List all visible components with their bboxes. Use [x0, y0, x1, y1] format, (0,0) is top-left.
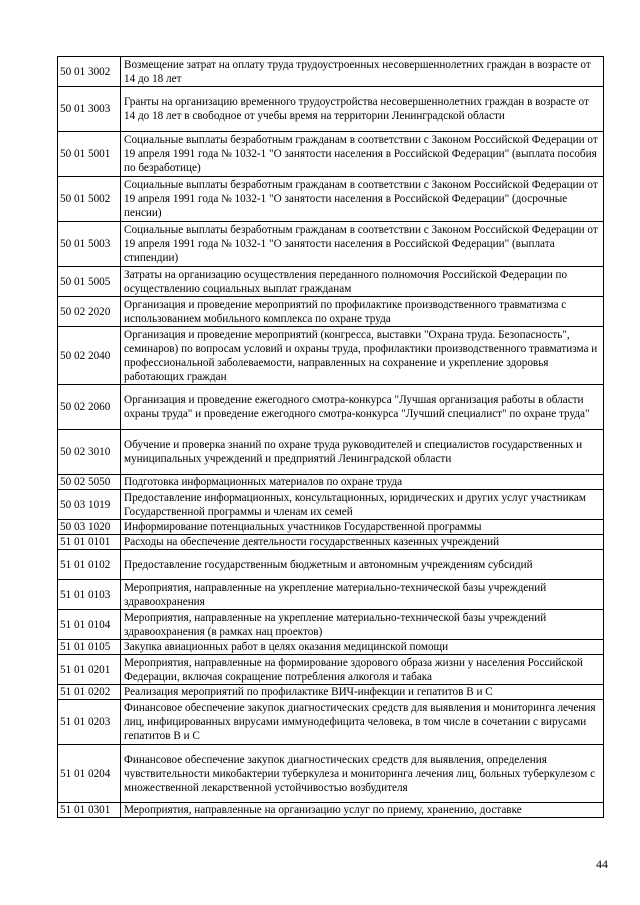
table-row — [58, 803, 604, 818]
table-row — [58, 177, 604, 222]
table-row — [58, 267, 604, 297]
table-row — [58, 87, 604, 132]
budget-code-cell: 51 01 0301 — [58, 803, 121, 818]
table-row — [58, 297, 604, 327]
table-row — [58, 655, 604, 685]
expense-description-cell: Возмещение затрат на оплату труда трудоустроенных несовершеннолетних граждан в возрасте от 14 до 18 лет — [121, 57, 604, 87]
expense-description-cell: Финансовое обеспечение закупок диагностических средств для выявления и мониторинга лечения лиц, инфицированных вирусами иммунодефицита человека, в том числе в сочетании с вирусами гепатитов B и C — [121, 700, 604, 745]
budget-code-cell: 50 01 3002 — [58, 57, 121, 87]
expense-description-cell: Мероприятия, направленные на организацию услуг по приему, хранению, доставке — [121, 803, 604, 818]
budget-code-cell: 51 01 0104 — [58, 610, 121, 640]
expense-description-cell: Социальные выплаты безработным гражданам в соответствии с Законом Российской Федерации от 19 апреля 1991 года № 1032-1 "О занятости населения в Российской Федерации" (досрочные пенсии) — [121, 177, 604, 222]
budget-code-cell: 50 01 3003 — [58, 87, 121, 132]
table-row — [58, 610, 604, 640]
expense-description-cell: Реализация мероприятий по профилактике ВИЧ-инфекции и гепатитов B и C — [121, 685, 604, 700]
expense-description-cell: Предоставление информационных, консультационных, юридических и других услуг участникам Государственной программы и членам их семей — [121, 490, 604, 520]
budget-code-cell: 51 01 0105 — [58, 640, 121, 655]
table-row — [58, 745, 604, 803]
table-row — [58, 327, 604, 385]
budget-code-table-body — [58, 57, 604, 818]
expense-description-cell: Обучение и проверка знаний по охране труда руководителей и специалистов государственных и муниципальных учреждений и предприятий Ленинградской области — [121, 430, 604, 475]
budget-code-cell: 51 01 0203 — [58, 700, 121, 745]
table-row — [58, 57, 604, 87]
expense-description-cell: Организация и проведение ежегодного смотра-конкурса "Лучшая организация работы в области охраны труда" и проведение ежегодного смотра-конкурса "Лучший специалист" по охране труда" — [121, 385, 604, 430]
table-row — [58, 132, 604, 177]
budget-code-cell: 50 02 2040 — [58, 327, 121, 385]
expense-description-cell: Закупка авиационных работ в целях оказания медицинской помощи — [121, 640, 604, 655]
budget-code-cell: 51 01 0204 — [58, 745, 121, 803]
budget-code-cell: 50 01 5002 — [58, 177, 121, 222]
expense-description-cell: Информирование потенциальных участников Государственной программы — [121, 520, 604, 535]
table-row — [58, 475, 604, 490]
expense-description-cell: Мероприятия, направленные на укрепление материально-технической базы учреждений здравоохранения — [121, 580, 604, 610]
budget-code-cell: 50 02 5050 — [58, 475, 121, 490]
expense-description-cell: Предоставление государственным бюджетным и автономным учреждениям субсидий — [121, 550, 604, 580]
table-row — [58, 535, 604, 550]
table-row — [58, 580, 604, 610]
page-number: 44 — [596, 857, 608, 871]
budget-code-cell: 50 02 2060 — [58, 385, 121, 430]
table-row — [58, 385, 604, 430]
table-row — [58, 222, 604, 267]
budget-code-cell: 51 01 0101 — [58, 535, 121, 550]
budget-code-cell: 50 02 3010 — [58, 430, 121, 475]
expense-description-cell: Гранты на организацию временного трудоустройства несовершеннолетних граждан в возрасте от 14 до 18 лет в свободное от учебы время на территории Ленинградской области — [121, 87, 604, 132]
expense-description-cell: Затраты на организацию осуществления переданного полномочия Российской Федерации по осуществлению социальных выплат гражданам — [121, 267, 604, 297]
budget-code-cell: 50 01 5001 — [58, 132, 121, 177]
expense-description-cell: Организация и проведение мероприятий по профилактике производственного травматизма с использованием мобильного комплекса по охране труда — [121, 297, 604, 327]
budget-code-cell: 50 02 2020 — [58, 297, 121, 327]
budget-code-cell: 50 01 5005 — [58, 267, 121, 297]
expense-description-cell: Расходы на обеспечение деятельности государственных казенных учреждений — [121, 535, 604, 550]
budget-code-cell: 50 03 1020 — [58, 520, 121, 535]
budget-code-table — [57, 56, 604, 818]
table-row — [58, 430, 604, 475]
expense-description-cell: Организация и проведение мероприятий (конгресса, выставки "Охрана труда. Безопасность", семинаров) по вопросам условий и охраны труда, профилактики производственного травматизма и профессиональной заболеваемости, направленных на сохранение и укрепление здоровья работающих граждан — [121, 327, 604, 385]
expense-description-cell: Мероприятия, направленные на формирование здорового образа жизни у населения Российской Федерации, включая сокращение потребления алкоголя и табака — [121, 655, 604, 685]
budget-code-cell: 51 01 0102 — [58, 550, 121, 580]
expense-description-cell: Подготовка информационных материалов по охране труда — [121, 475, 604, 490]
table-row — [58, 520, 604, 535]
budget-code-cell: 50 01 5003 — [58, 222, 121, 267]
table-row — [58, 490, 604, 520]
table-row — [58, 550, 604, 580]
budget-code-cell: 51 01 0103 — [58, 580, 121, 610]
table-row — [58, 700, 604, 745]
budget-code-cell: 50 03 1019 — [58, 490, 121, 520]
table-row — [58, 685, 604, 700]
expense-description-cell: Социальные выплаты безработным гражданам в соответствии с Законом Российской Федерации от 19 апреля 1991 года № 1032-1 "О занятости населения в Российской Федерации" (выплата пособия по безработице) — [121, 132, 604, 177]
expense-description-cell: Мероприятия, направленные на укрепление материально-технической базы учреждений здравоохранения (в рамках нац проектов) — [121, 610, 604, 640]
expense-description-cell: Социальные выплаты безработным гражданам в соответствии с Законом Российской Федерации от 19 апреля 1991 года № 1032-1 "О занятости населения в Российской Федерации" (выплата стипендии) — [121, 222, 604, 267]
budget-code-cell: 51 01 0202 — [58, 685, 121, 700]
table-row — [58, 640, 604, 655]
expense-description-cell: Финансовое обеспечение закупок диагностических средств для выявления, определения чувствительности микобактерии туберкулеза и мониторинга лечения лиц, больных туберкулезом с множественной лекарственной устойчивостью возбудителя — [121, 745, 604, 803]
budget-code-cell: 51 01 0201 — [58, 655, 121, 685]
